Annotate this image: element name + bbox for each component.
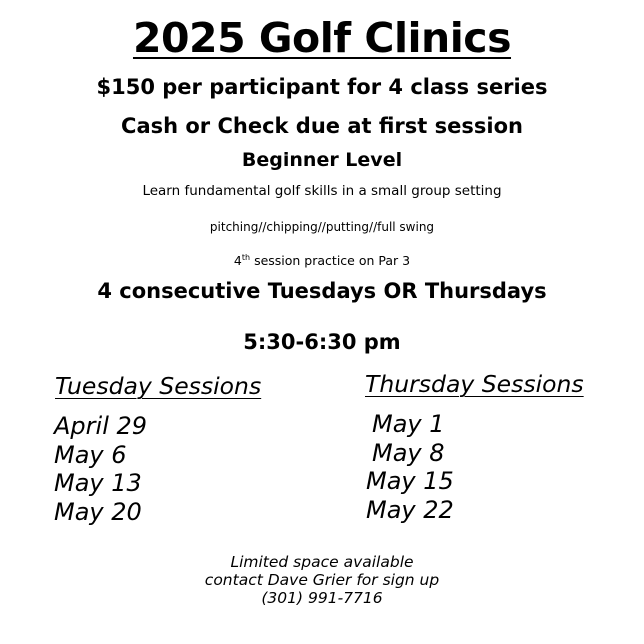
page-title-text: 2025 Golf Clinics (132, 14, 512, 62)
skills-line: pitching//chipping//putting//full swing (209, 220, 435, 234)
practice-superscript: th (241, 253, 251, 262)
schedule-line: 4 consecutive Tuesdays OR Thursdays (97, 279, 547, 303)
tuesday-dates-list (54, 412, 147, 526)
practice-number: 4 (233, 253, 242, 269)
list-item: May 20 (54, 497, 142, 526)
time-line: 5:30-6:30 pm (243, 330, 401, 354)
practice-line (0, 253, 644, 268)
list-item: May 15 (366, 467, 454, 495)
level-heading: Beginner Level (241, 149, 403, 171)
list-item: April 29 (54, 412, 148, 440)
tuesday-sessions-heading: Tuesday Sessions (55, 372, 262, 400)
price-line: $150 per participant for 4 class series (96, 75, 548, 99)
description-line: Learn fundamental golf skills in a small group setting (142, 183, 502, 199)
page-title (0, 14, 644, 62)
practice-text: session practice on Par 3 (250, 253, 411, 269)
footer-availability: Limited space available (230, 553, 414, 571)
thursday-sessions-heading: Thursday Sessions (365, 370, 584, 398)
list-item: May 1 (372, 410, 445, 438)
list-item: May 6 (54, 440, 127, 469)
thursday-dates-list (366, 410, 454, 524)
payment-line: Cash or Check due at first session (121, 114, 523, 138)
list-item: May 8 (372, 438, 445, 467)
list-item: May 22 (366, 495, 454, 524)
footer-contact: contact Dave Grier for sign up (204, 571, 440, 589)
list-item: May 13 (54, 469, 142, 497)
footer-phone: (301) 991-7716 (261, 589, 383, 607)
